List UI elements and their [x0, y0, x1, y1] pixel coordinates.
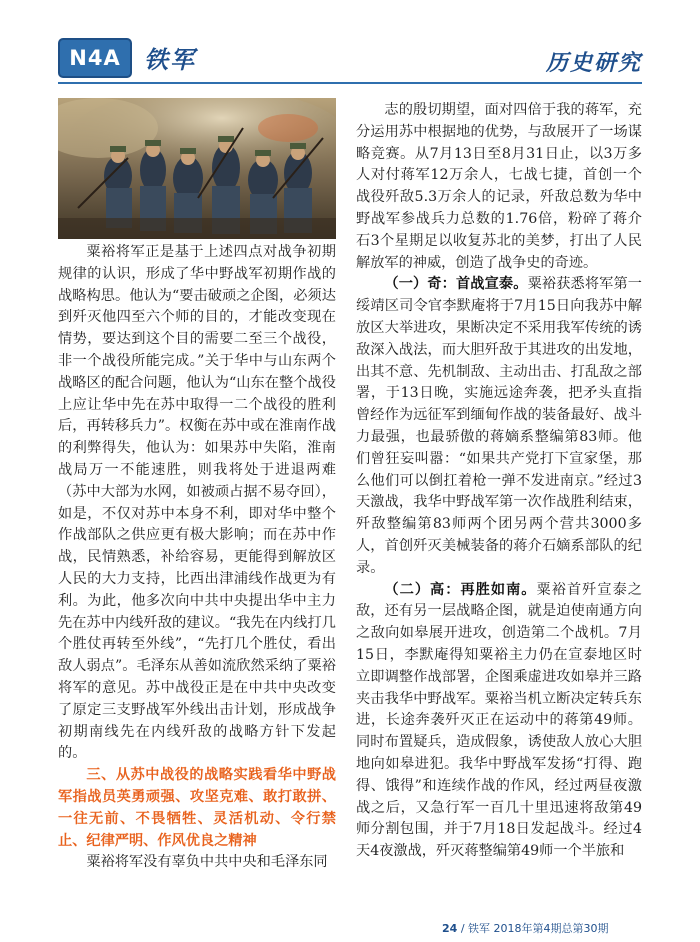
page-number: 24 [442, 922, 458, 935]
left-paragraph-2: 粟裕将军没有辜负中共中央和毛泽东同 [86, 854, 328, 871]
right-paragraph-2-text: 粟裕获悉将军第一绥靖区司令官李默庵将于7月15日向我苏中解放区大举进攻，果断决定不采用我军传统的诱敌深入战法，而大胆歼敌于其进攻的出发地，出其不意、先机制敌、主动出击、打乱敌之部署，于13日晚，实施远途奔袭，把矛头直指曾经作为远征军到缅甸作战的装备最好、战斗力最强，也最骄傲的蒋嫡系整编第83师。他们曾狂妄叫嚣：“如果共产党打下宣家堡，那么他们可以倒扛着枪一弹不发进南京。”经过3天激战，我华中野战军第一次作战胜利结束，歼敌整编第83师两个团另两个营共3000多人，首创歼灭美械装备的蒋介石嫡系部队的纪录。 [356, 276, 642, 576]
right-paragraph-1: 志的殷切期望，面对四倍于我的蒋军，充分运用苏中根据地的优势，与敌展开了一场谋略竞赛。从7月13日至8月31日止，以3万多人对付蒋军12万余人，七战七捷，首创一个战役歼敌5.3万余人的记录，歼敌总数为华中野战军参战兵力总数的1.76倍，粉碎了蒋介石3个星期足以收复苏北的美梦，打出了人民解放军的神威，创造了战争史的奇迹。 [356, 102, 642, 271]
issue-info: 2018年第4期总第30期 [493, 922, 609, 935]
battle-painting [58, 98, 336, 239]
right-paragraph-2 [356, 274, 642, 579]
section-subheading: 三、从苏中战役的战略实践看华中野战军指战员英勇顽强、攻坚克难、敢打敢拼、一往无前、不畏牺牲、灵活机动、令行禁止、纪律严明、作风优良之精神 [58, 767, 336, 849]
page-footer [442, 920, 609, 936]
right-column [356, 100, 642, 863]
section-title: 历史研究 [545, 50, 642, 76]
battle-painting-icon [58, 98, 336, 239]
n4a-logo: N4A [58, 38, 132, 78]
footer-magazine-name: 铁军 [468, 922, 491, 935]
left-paragraph-1: 粟裕将军正是基于上述四点对战争初期规律的认识，形成了华中野战军初期作战的战略构思。他认为“要击破顽之企图，必须达到歼灭他四至六个师的目的，才能改变现在情势，要达到这个目的需要二至三个战役，非一个战役所能完成。”关于华中与山东两个战略区的配合问题，他认为“山东在整个战役上应让华中先在苏中取得一二个战役的胜利后，再转移兵力”。权衡在苏中或在淮南作战的利弊得失，他认为：如果苏中失陷，淮南战局万一不能速胜，则我将处于进退两难（苏中大部为水网，如被顽占据不易夺回），如是，不仅对苏中本身不利，即对华中整个作战部队之供应更有极大影响；而在苏中作战，民情熟悉，补给容易，更能得到解放区人民的大力支持，比西出津浦线作战更为有利。为此，他多次向中共中央提出华中主力先在苏中内线歼敌的建议。“我先在内线打几个胜仗再转至外线”，“先打几个胜仗，看出敌人弱点”。毛泽东从善如流欣然采纳了粟裕将军的意见。苏中战役正是在中共中央改变了原定三支野战军外线出击计划，形成战争初期南线先在内线歼敌的战略方针下发起的。 [58, 244, 336, 762]
header-divider [58, 82, 642, 84]
magazine-name: 铁军 [144, 45, 196, 74]
right-paragraph-3 [356, 580, 642, 863]
subsection-heading-2: （二）高：再胜如南。 [384, 581, 537, 598]
footer-separator: / [460, 922, 465, 935]
page-header [0, 0, 700, 90]
right-paragraph-3-text: 粟裕首歼宣泰之敌，还有另一层战略企图，就是迫使南通方向之敌向如皋展开进攻，创造第二个战机。7月15日，李默庵得知粟裕主力仍在宣泰地区时立即调整作战部署，企图乘虚进攻如皋并三路夹击我华中野战军。粟裕当机立断决定转兵东进，长途奔袭歼灭正在运动中的蒋第49师。同时布置疑兵，造成假象，诱使敌人放心大胆地向如皋进犯。我华中野战军发扬“打得、跑得、饿得”和连续作战的作风，经过两昼夜激战之后，又急行军一百几十里迅速将敌第49师分割包围，并于7月18日发起战斗。经过4天4夜激战，歼灭蒋整编第49师一个半旅和 [356, 581, 642, 860]
left-column [58, 242, 336, 874]
subsection-heading-1: （一）奇：首战宣泰。 [384, 276, 528, 293]
